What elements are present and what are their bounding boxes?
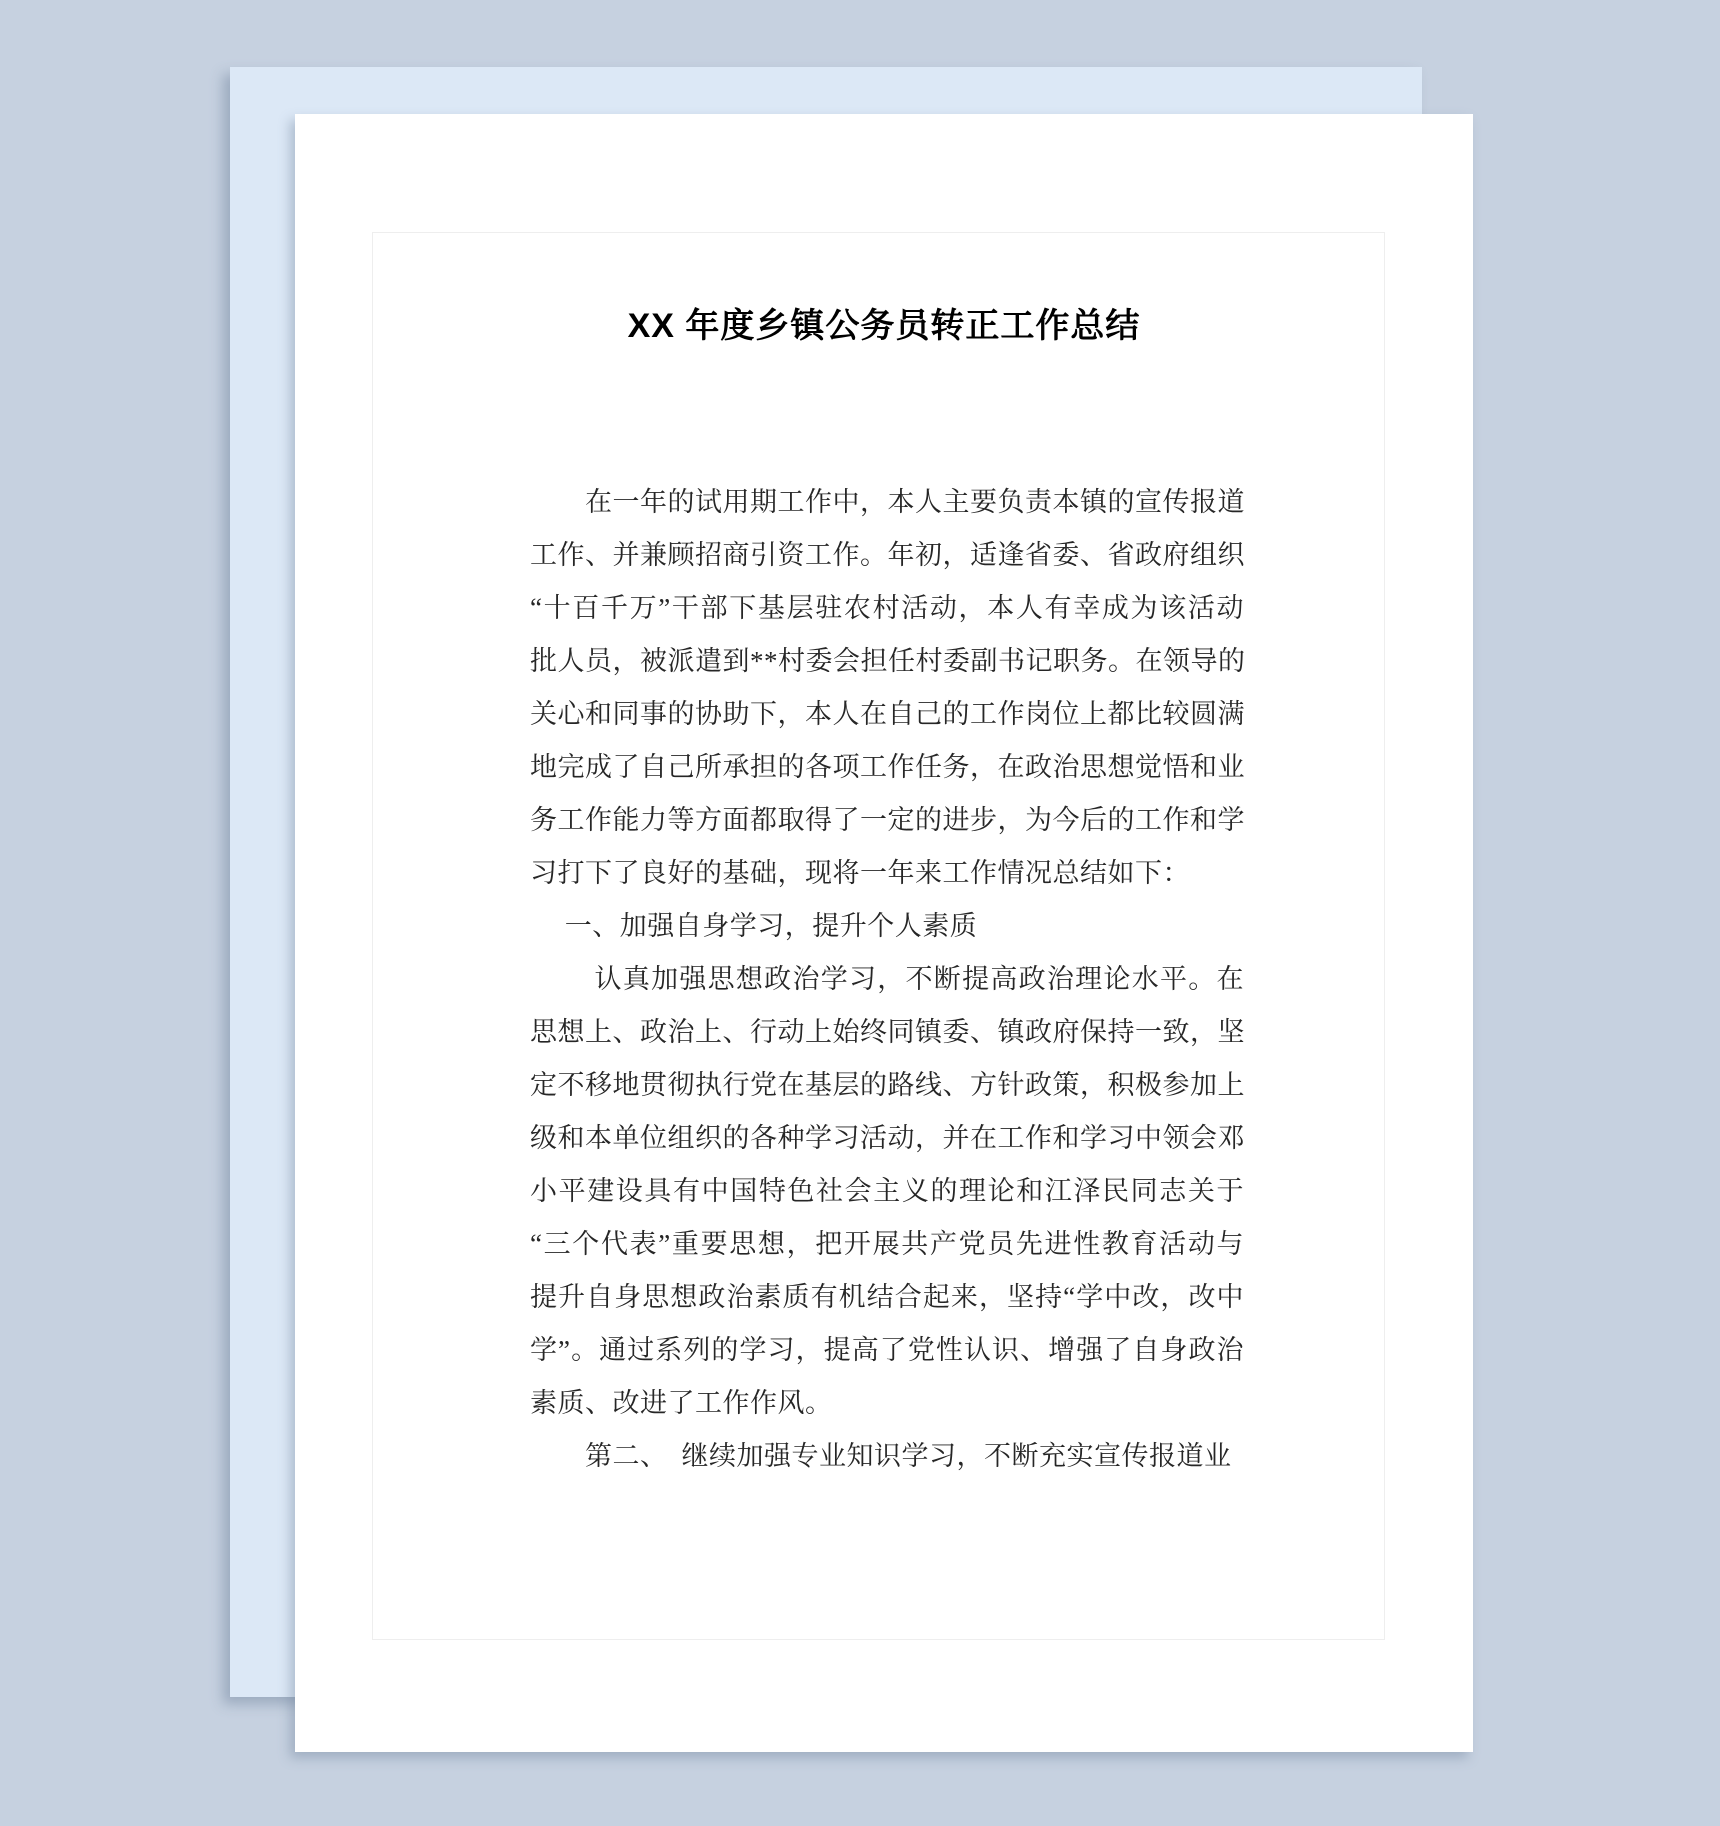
- document-page: [295, 114, 1473, 1752]
- body-line: 定不移地贯彻执行党在基层的路线、方针政策，积极参加上: [530, 1070, 1245, 1100]
- document-title: XX 年度乡镇公务员转正工作总结: [627, 307, 1141, 345]
- body-line: 一、加强自身学习，提升个人素质: [530, 911, 978, 941]
- body-line: 习打下了良好的基础，现将一年来工作情况总结如下：: [530, 858, 1190, 888]
- body-line: 级和本单位组织的各种学习活动，并在工作和学习中领会邓: [530, 1123, 1245, 1153]
- body-line: 学”。通过系列的学习，提高了党性认识、增强了自身政治: [530, 1335, 1244, 1365]
- body-line: 批人员，被派遣到**村委会担任村委副书记职务。在领导的: [530, 646, 1246, 676]
- body-line: 工作、并兼顾招商引资工作。年初，适逢省委、省政府组织: [530, 540, 1245, 570]
- body-line: 关心和同事的协助下，本人在自己的工作岗位上都比较圆满: [530, 699, 1245, 729]
- body-line: 思想上、政治上、行动上始终同镇委、镇政府保持一致，坚: [530, 1017, 1245, 1047]
- body-line: 务工作能力等方面都取得了一定的进步，为今后的工作和学: [530, 805, 1245, 835]
- document-body: [530, 476, 1244, 1483]
- body-line: 小平建设具有中国特色社会主义的理论和江泽民同志关于: [530, 1176, 1244, 1206]
- body-line: 在一年的试用期工作中，本人主要负责本镇的宣传报道: [530, 487, 1245, 517]
- body-line: 认真加强思想政治学习，不断提高政治理论水平。在: [530, 964, 1244, 994]
- body-line: “三个代表”重要思想，把开展共产党员先进性教育活动与: [530, 1229, 1244, 1259]
- body-line: 地完成了自己所承担的各项工作任务，在政治思想觉悟和业: [530, 752, 1245, 782]
- body-line: 素质、改进了工作作风。: [530, 1388, 833, 1418]
- body-line: 第二、 继续加强专业知识学习，不断充实宣传报道业: [530, 1441, 1232, 1471]
- body-line: 提升自身思想政治素质有机结合起来，坚持“学中改，改中: [530, 1282, 1244, 1312]
- body-line: “十百千万”干部下基层驻农村活动，本人有幸成为该活动: [530, 593, 1244, 623]
